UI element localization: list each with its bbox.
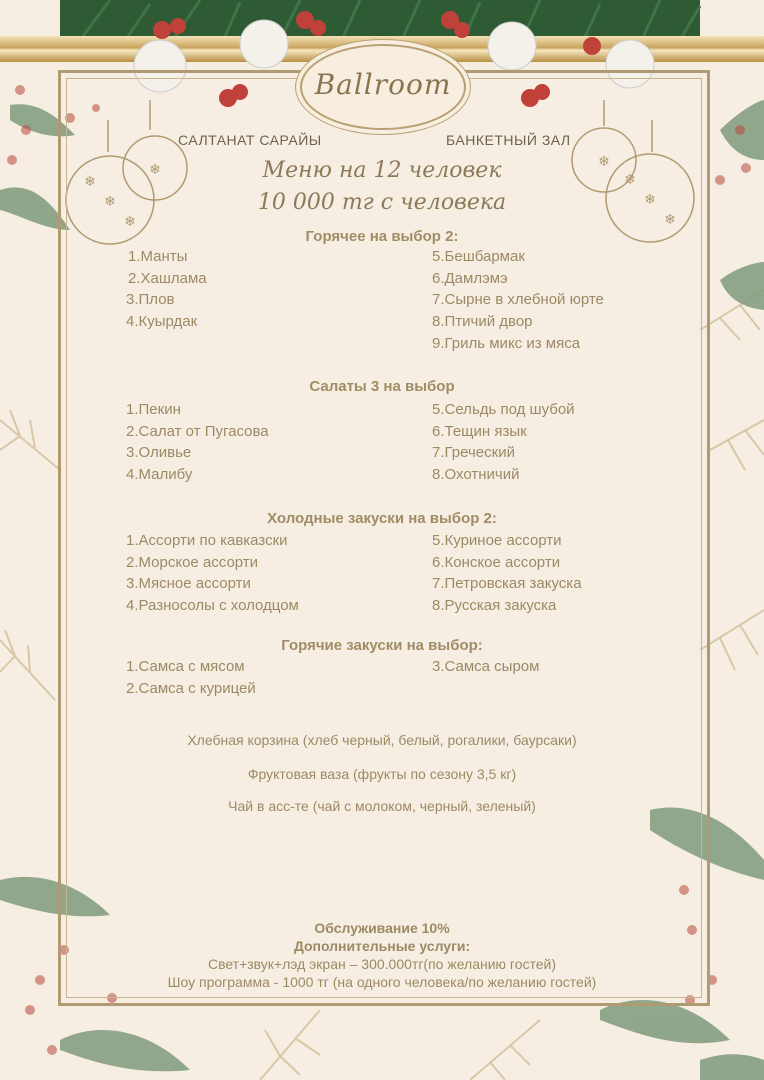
- cold-list-right: [432, 530, 582, 617]
- list-item: 6.Дамлэмэ: [432, 269, 508, 287]
- section-heading-hot: Горячее на выбор 2:: [305, 228, 459, 245]
- svg-text:❄: ❄: [624, 172, 636, 188]
- additional-service-show: Шоу программа - 1000 тг (на одного человека/по желанию гостей): [167, 974, 597, 990]
- list-item: 2.Самса с курицей: [126, 679, 256, 697]
- list-item: 3.Самса сыром: [432, 658, 540, 675]
- list-item: 2.Морское ассорти: [126, 553, 259, 571]
- list-item: 1.Ассорти по кавказски: [126, 532, 288, 549]
- ballroom-logo: [300, 44, 466, 130]
- section-heading-hot-snacks: Горячие закуски на выбор:: [281, 637, 483, 654]
- service-charge: Обслуживание 10%: [314, 920, 450, 936]
- list-item: 5.Сельдь под шубой: [432, 401, 575, 418]
- svg-text:❄: ❄: [124, 214, 136, 230]
- list-item: 2.Салат от Пугасова: [126, 422, 269, 440]
- list-item: 1.Пекин: [126, 401, 181, 418]
- section-heading-salads: Салаты 3 на выбор: [309, 378, 455, 395]
- list-item: 7.Сырне в хлебной юрте: [432, 291, 604, 309]
- list-item: 8.Охотничий: [432, 466, 520, 484]
- additional-service-light-sound: Свет+звук+лэд экран – 300.000тг(по желанию гостей): [207, 956, 557, 972]
- tea-note: Чай в асс-те (чай с молоком, черный, зеленый): [228, 798, 536, 814]
- list-item: 5.Куриное ассорти: [432, 532, 562, 549]
- bread-basket-note: Хлебная корзина (хлеб черный, белый, рогалики, баурсаки): [187, 732, 577, 748]
- list-item: 4.Малибу: [126, 466, 193, 484]
- hot-snacks-list-left: [126, 656, 256, 699]
- salads-list-right: [432, 399, 575, 486]
- svg-text:❄: ❄: [149, 162, 161, 178]
- cold-list-left: [126, 530, 299, 617]
- svg-text:❄: ❄: [644, 192, 656, 208]
- svg-text:❄: ❄: [598, 154, 610, 170]
- salads-list-left: [126, 399, 269, 486]
- additional-services-heading: Дополнительные услуги:: [293, 938, 471, 954]
- list-item: 6.Тещин язык: [432, 422, 527, 440]
- list-item: 4.Разносолы с холодцом: [126, 597, 299, 615]
- list-item: 7.Греческий: [432, 444, 515, 462]
- list-item: 1.Манты: [128, 248, 188, 265]
- caption-saltanat-saraiy: САЛТАНАТ САРАЙЫ: [178, 132, 322, 148]
- list-item: 9.Гриль микс из мяса: [432, 334, 581, 352]
- list-item: 5.Бешбармак: [432, 248, 525, 265]
- hot-list-left: [126, 246, 207, 333]
- list-item: 3.Плов: [126, 291, 175, 309]
- list-item: 2.Хашлама: [128, 269, 207, 287]
- fruit-vase-note: Фруктовая ваза (фрукты по сезону 3,5 кг): [247, 766, 517, 782]
- caption-banquet-hall: БАНКЕТНЫЙ ЗАЛ: [446, 132, 571, 148]
- svg-text:❄: ❄: [84, 174, 96, 190]
- section-heading-cold-snacks: Холодные закуски на выбор 2:: [267, 510, 497, 527]
- list-item: 8.Птичий двор: [432, 313, 533, 331]
- menu-title: Меню на 12 человек: [262, 158, 502, 183]
- logo-text: Ballroom: [314, 68, 452, 101]
- list-item: 8.Русская закуска: [432, 597, 557, 615]
- hot-snacks-list-right: [432, 656, 539, 678]
- list-item: 7.Петровская закуска: [432, 575, 582, 593]
- list-item: 3.Мясное ассорти: [126, 575, 251, 593]
- svg-text:❄: ❄: [104, 194, 116, 210]
- list-item: 3.Оливье: [126, 444, 192, 462]
- svg-text:❄: ❄: [664, 212, 676, 228]
- menu-price: 10 000 тг с человека: [257, 190, 507, 215]
- list-item: 6.Конское ассорти: [432, 553, 561, 571]
- hot-list-right: [432, 246, 604, 355]
- list-item: 1.Самса с мясом: [126, 658, 245, 675]
- list-item: 4.Куырдак: [126, 313, 198, 331]
